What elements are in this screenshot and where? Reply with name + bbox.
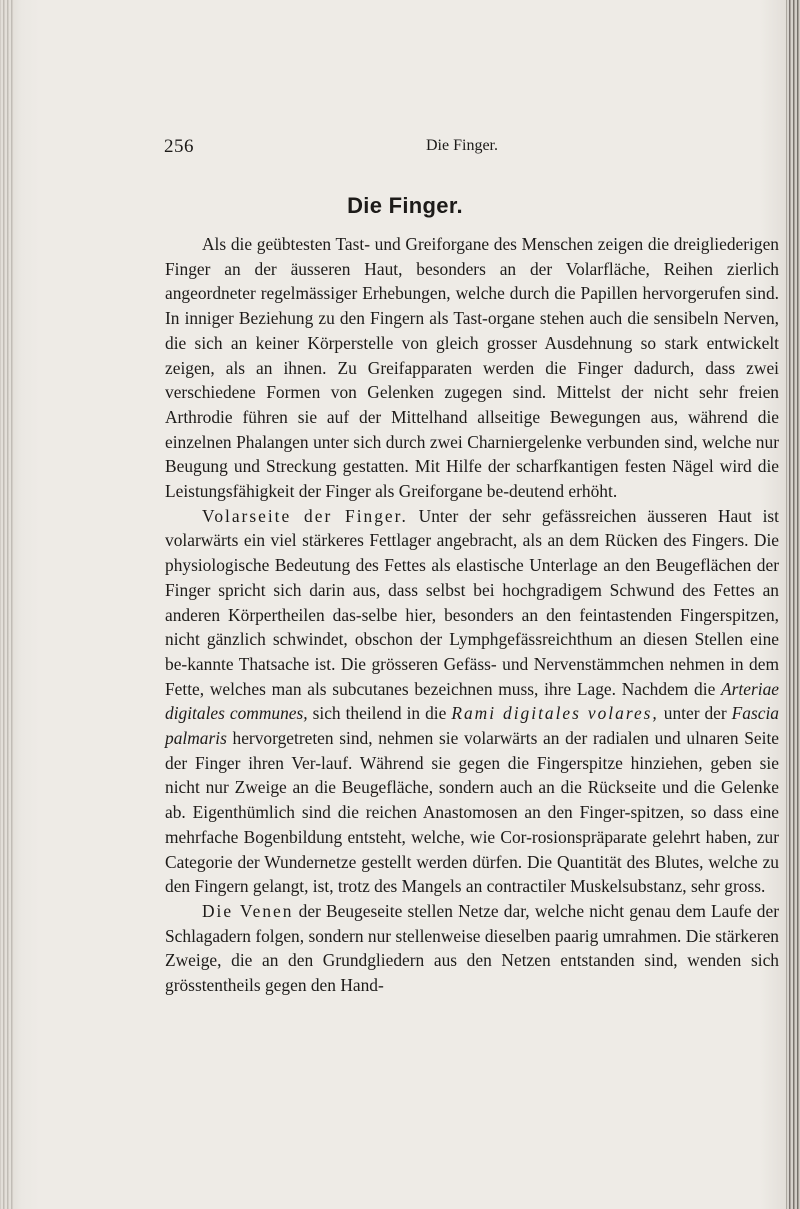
running-head <box>164 136 764 158</box>
binding-edge <box>0 0 14 1209</box>
term-fascia: Fascia palmaris <box>165 703 780 749</box>
paragraph-1: Als die geübtesten Tast- und Greiforgane des Menschen zeigen die dreigliederigen Finger an der äusseren Haut, besonders an der Volarfläche, Reihen zierlich angeordneter regelmässiger Erhebungen, welche durch die Papillen hervorgerufen sind. In inniger Beziehung zu den Fingern als Tast-organe stehen auch die sensibeln Nerven, die sich an keiner Körperstelle von gleich grosser Ausdehnung so stark entwickelt zeigen, als an ihnen. Zu Greifapparaten werden die Finger dadurch, dass zwei verschiedene Formen von Gelenken zugegen sind. Mittelst der nicht sehr freien Arthrodie führen sie auf der Mittelhand allseitige Bewegungen aus, während die einzelnen Phalangen unter sich durch zwei Charniergelenke verbunden sind, welche nur Beugung und Streckung gestatten. Mit Hilfe der scharfkantigen festen Nägel wird die Leistungsfähigkeit der Finger als Greiforgane be-deutend erhöht. <box>165 234 779 502</box>
paragraph-3: Die Venen der Beugeseite stellen Netze dar, welche nicht genau dem Laufe der Schlagadern folgen, sondern nur stellenweise dieselben paarig umrahmen. Die stärkeren Zweige, die an den Grundgliedern aus den Netzen entstanden sind, wenden sich grösstentheils gegen den Hand- <box>165 900 779 996</box>
page-number: 256 <box>164 136 194 157</box>
term-arteriae: Arteriae digitales communes, <box>165 678 779 724</box>
chapter-title: Die Finger. <box>347 193 463 218</box>
page-edge <box>786 0 800 1209</box>
body-text <box>165 232 779 998</box>
section-lead: Die Venen <box>202 900 294 921</box>
term-rami: Rami digitales volares, <box>451 703 659 724</box>
running-title: Die Finger. <box>426 137 498 154</box>
paragraph-2: Volarseite der Finger. Unter der sehr gefässreichen äusseren Haut ist volarwärts ein viel stärkeres Fettlager angebracht, als an dem Rücken des Fingers. Die physiologische Bedeutung des Fettes als elastische Unterlage an den Beugeflächen der Finger spricht sich darin aus, dass selbst bei hochgradigem Schwund des Fettes an anderen Körpertheilen das-selbe hier, besonders an den feintastenden Fingerspitzen, nicht gänzlich schwindet, obschon der Lymphgefässreichthum an diesen Stellen eine be-kannte Thatsache ist. Die grösseren Gefäss- und Nervenstämmchen nehmen in dem Fette, welches man als subcutanes bezeichnen muss, ihre Lage. Nachdem die Arteriae digitales communes, sich theilend in die Rami digitales volares, unter der Fascia palmaris hervorgetreten sind, nehmen sie volarwärts an der radialen und ulnaren Seite der Finger ihren Ver-lauf. Während sie gegen die Fingerspitze hinziehen, geben sie nicht nur Zweige an die Beugefläche, sondern auch an die Rückseite und die Gelenke ab. Eigenthümlich sind die reichen Anastomosen an den Finger-spitzen, so dass eine mehrfache Bogenbildung entsteht, welche, wie Cor-rosionspräparate gelehrt haben, zur Categorie der Wundernetze gestellt werden dürfen. Die Quantität des Blutes, welche zu den Fingern gelangt, ist, trotz des Mangels an contractiler Muskelsubstanz, sehr gross. <box>165 505 780 897</box>
section-lead: Volarseite der Finger. <box>202 505 408 526</box>
